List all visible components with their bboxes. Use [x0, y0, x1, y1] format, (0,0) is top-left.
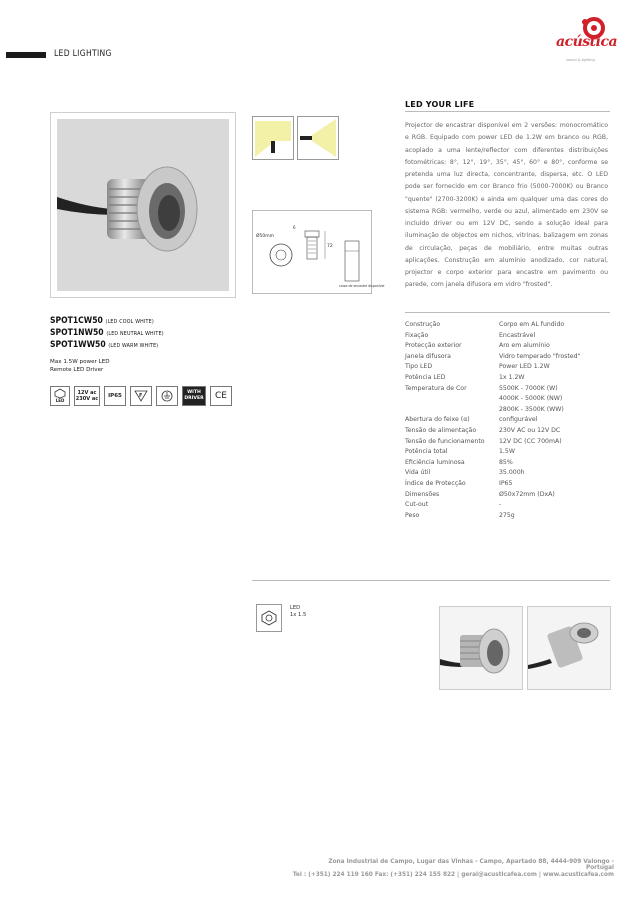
technical-drawing — [252, 210, 385, 294]
spec-row: Tensão de funcionamento 12V DC (CC 700mA) — [405, 437, 562, 445]
spec-row: Abertura do feixe (α) configurável — [405, 416, 538, 424]
spec-row: Eficiência luminosa 85% — [405, 458, 513, 466]
certification-icons — [50, 386, 232, 406]
led-count-text — [290, 605, 306, 619]
model-label: (LED COOL WHITE) — [105, 319, 154, 325]
svg-text:F: F — [139, 393, 143, 399]
product-photo — [57, 119, 229, 291]
model-label: (LED WARM WHITE) — [108, 343, 159, 349]
model-item — [50, 316, 164, 328]
model-code: SPOT1NW50 — [50, 328, 104, 338]
product-thumbnail-2 — [527, 606, 611, 690]
beam-diagram-floor — [297, 116, 339, 160]
led-label: LED — [290, 605, 301, 611]
footer-address: Zona Industrial de Campo, Lugar das Vinhas - Campo, Apartado 88, 4444-909 Valongo - Portugal — [328, 859, 614, 871]
note-power-led: Max 1.5W power LED — [50, 359, 110, 365]
spec-row: 2800K - 3500K (WW) — [499, 405, 564, 413]
spec-row: Potência total 1.5W — [405, 448, 515, 456]
brand-tagline: sound & lighting — [566, 58, 595, 62]
product-description: Projector de encastrar disponível em 2 versões: monocromático e RGB. Equipado com power LED de 1.2W em branco ou RGB, acoplado a uma lente/reflector com diferentes distribuições fotométricas: 8°, 12°, 19°, 35°, 45°, 60° e 80°, conforme se pretenda uma luz directa, concentrante, dispersa, etc. O LED pode ser fornecido em cor Branco frio (5000-7000K) ou Branco "quente" (2700-3200K) e ainda em qualquer uma das cores do sistema RGB: vermelho, verde ou azul, alimentado em 230V se incluído driver ou em 12V DC, sendo a solução ideal para iluminação de objectos em nichos, vitrinas, balizagem em zonas de circulação, peças de mobiliário, entre muitas outras aplicações. Construção em alumínio anodizado, cor natural, projector e corpo exterior para encastre em pavimento ou parede, com janela difusora em vidro "frosted". — [405, 122, 608, 289]
spec-row: Dimensões Ø50x72mm (DxA) — [405, 490, 555, 498]
spotlight-angled-photo-icon — [528, 607, 610, 689]
specs-table — [405, 320, 609, 521]
led-count: 1x 1.5 — [290, 612, 307, 618]
spec-row: Construção Corpo em AL fundido — [405, 321, 565, 328]
svg-text:caixa de encastre disponível: caixa de encastre disponível — [339, 284, 385, 288]
spec-row: Tensão de alimentação 230V AC ou 12V DC — [405, 426, 561, 434]
floor-beam-icon — [298, 117, 338, 159]
spec-row: Temperatura de Cor 5500K - 7000K (W) — [405, 384, 558, 392]
product-thumbnail-1 — [439, 606, 523, 690]
section-marker-bar — [6, 52, 46, 58]
spec-row: Protecção exterior Aro em alumínio — [405, 342, 550, 350]
model-label: (LED NEUTRAL WHITE) — [106, 331, 164, 337]
description-heading: LED YOUR LIFE — [405, 100, 475, 109]
product-notes — [50, 358, 110, 374]
model-item — [50, 328, 164, 340]
note-remote-driver: Remote LED Driver — [50, 367, 104, 373]
spec-row: Cut-out - — [405, 501, 502, 509]
model-item — [50, 340, 164, 352]
spec-row: 4000K - 5000K (NW) — [499, 395, 563, 403]
spec-row: Tipo LED Power LED 1.2W — [405, 363, 550, 371]
led-count-icon — [256, 604, 282, 632]
spec-row: Potência LED 1x 1.2W — [405, 373, 525, 381]
spec-row: Janela difusora Vidro temperado "frosted" — [405, 352, 581, 360]
ip65-icon: IP65 — [104, 386, 126, 406]
f-mark-icon — [130, 386, 152, 406]
beam-diagram-wall — [252, 116, 294, 160]
model-code: SPOT1WW50 — [50, 340, 106, 350]
wall-beam-icon — [253, 117, 293, 159]
brand-name: acústica — [556, 34, 618, 50]
spec-row: Fixação Encastrável — [405, 331, 536, 339]
spec-row: Índice de Protecção IP65 — [405, 479, 513, 487]
product-photo-frame — [50, 112, 236, 298]
svg-text:6: 6 — [293, 225, 296, 230]
voltage-icon: 12V ac 230V ac — [74, 386, 100, 406]
heading-divider — [405, 111, 610, 112]
model-code: SPOT1CW50 — [50, 316, 103, 326]
footer-contacts: Tel : (+351) 224 119 160 Fax: (+351) 224 155 822 | geral@acusticafea.com | www.acusticafea.com — [292, 872, 614, 878]
dimension-drawing-icon — [253, 211, 385, 293]
spec-row: Vida útil 35.000h — [405, 469, 525, 477]
ground-icon — [156, 386, 178, 406]
led-icon: LED — [50, 386, 70, 406]
model-list — [50, 316, 164, 352]
svg-text:Ø50mm: Ø50mm — [256, 234, 275, 239]
specs-divider — [405, 312, 610, 313]
ce-icon: CE — [210, 386, 232, 406]
bottom-divider — [252, 580, 610, 581]
spotlight-photo-icon — [57, 119, 229, 291]
spotlight-side-photo-icon — [440, 607, 522, 689]
spec-row: Peso 275g — [405, 511, 515, 519]
section-title: LED LIGHTING — [54, 49, 112, 59]
svg-text:72: 72 — [327, 244, 333, 249]
with-driver-icon: WITH DRIVER — [182, 386, 206, 406]
